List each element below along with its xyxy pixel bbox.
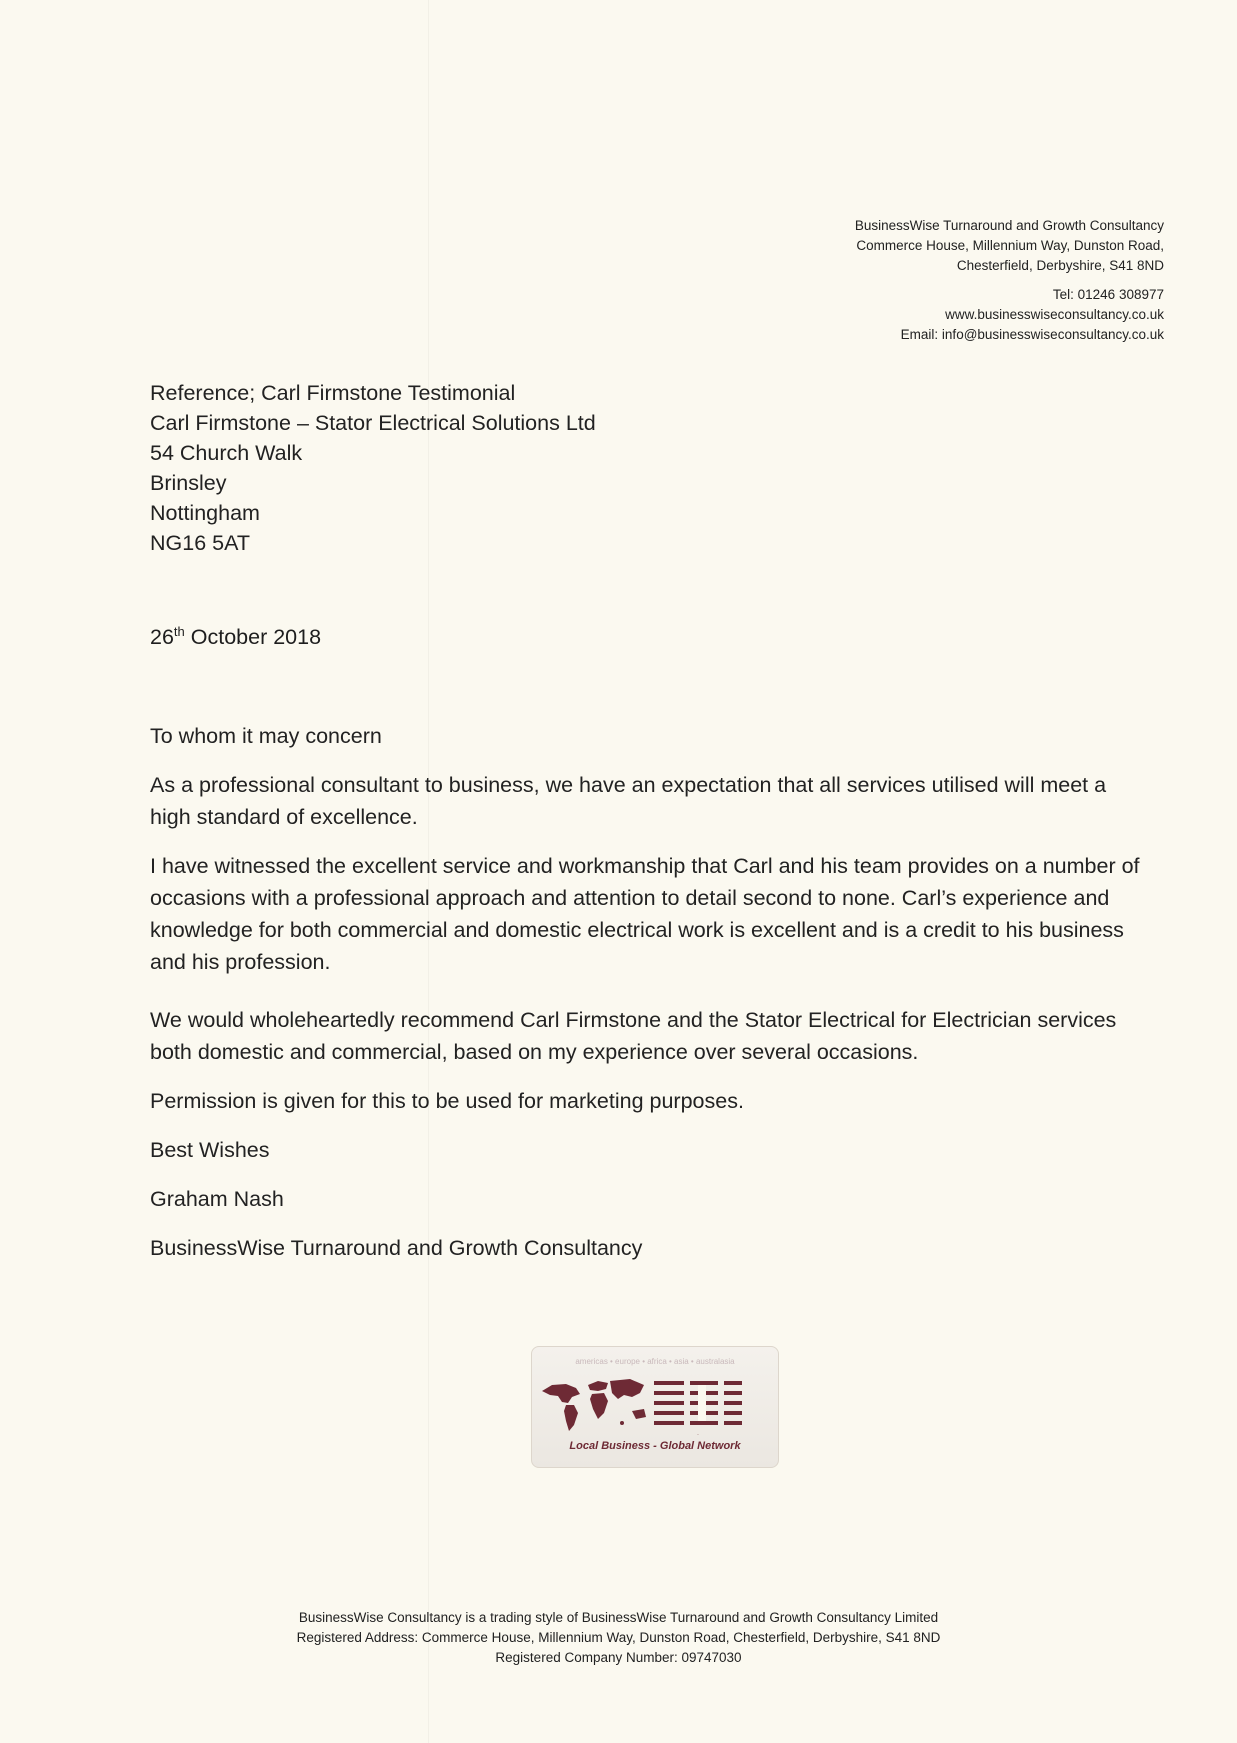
letter-date	[150, 622, 321, 652]
date-rest: October 2018	[190, 625, 322, 649]
footer-line1: BusinessWise Consultancy is a trading style of BusinessWise Turnaround and Growth Consultancy Limited	[298, 1610, 939, 1625]
footer-line3: Registered Company Number: 09747030	[495, 1650, 742, 1665]
sender-address-line1: Commerce House, Millennium Way, Dunston Road,	[856, 238, 1164, 253]
paragraph-permission: Permission is given for this to be used for marketing purposes.	[150, 1089, 744, 1113]
sender-company: BusinessWise Turnaround and Growth Consultancy	[854, 218, 1164, 233]
footer-line2: Registered Address: Commerce House, Millennium Way, Dunston Road, Chesterfield, Derbyshire, S41 8ND	[296, 1630, 941, 1645]
letter-body	[150, 720, 1150, 1264]
salutation: To whom it may concern	[150, 724, 382, 748]
signer-name: Graham Nash	[150, 1187, 284, 1211]
bni-brand-text: BNI	[697, 1435, 699, 1436]
paragraph-intro: As a professional consultant to business, we have an expectation that all services utilised will meet a high standard of excellence.	[150, 773, 1107, 829]
sender-website: www.businesswiseconsultancy.co.uk	[945, 307, 1164, 322]
sender-letterhead	[604, 216, 1164, 345]
bni-logo-graphic	[532, 1347, 778, 1467]
recipient-city: Nottingham	[150, 501, 260, 525]
letter-footer	[0, 1608, 1237, 1668]
bni-regions-text: americas • europe • africa • asia • australasia	[575, 1357, 735, 1366]
sender-address-line2: Chesterfield, Derbyshire, S41 8ND	[956, 258, 1164, 273]
recipient-address	[150, 378, 596, 558]
paragraph-recommend: We would wholeheartedly recommend Carl Firmstone and the Stator Electrical for Electrician services both domestic and commercial, based on my experience over several occasions.	[150, 1008, 1117, 1064]
signer-company: BusinessWise Turnaround and Growth Consultancy	[150, 1236, 643, 1260]
recipient-postcode: NG16 5AT	[150, 531, 250, 555]
bni-tagline: Local Business - Global Network	[569, 1440, 741, 1452]
paragraph-witness: I have witnessed the excellent service and workmanship that Carl and his team provides on a number of occasions with a professional approach and attention to detail second to none. Carl’s experience and knowledge for both commercial and domestic electrical work is excellent and is a credit to his business and his profession.	[150, 854, 1140, 974]
date-day: 26	[150, 625, 174, 649]
recipient-town: Brinsley	[150, 471, 227, 495]
date-suffix: th	[173, 623, 185, 639]
sender-email: Email: info@businesswiseconsultancy.co.uk	[900, 327, 1164, 342]
world-map-icon	[542, 1379, 646, 1431]
reference-line: Reference; Carl Firmstone Testimonial	[150, 381, 516, 405]
bni-logo	[531, 1346, 779, 1468]
recipient-name-company: Carl Firmstone – Stator Electrical Solutions Ltd	[150, 411, 596, 435]
closing: Best Wishes	[150, 1138, 270, 1162]
sender-tel: Tel: 01246 308977	[1052, 287, 1164, 302]
recipient-street: 54 Church Walk	[150, 441, 303, 465]
